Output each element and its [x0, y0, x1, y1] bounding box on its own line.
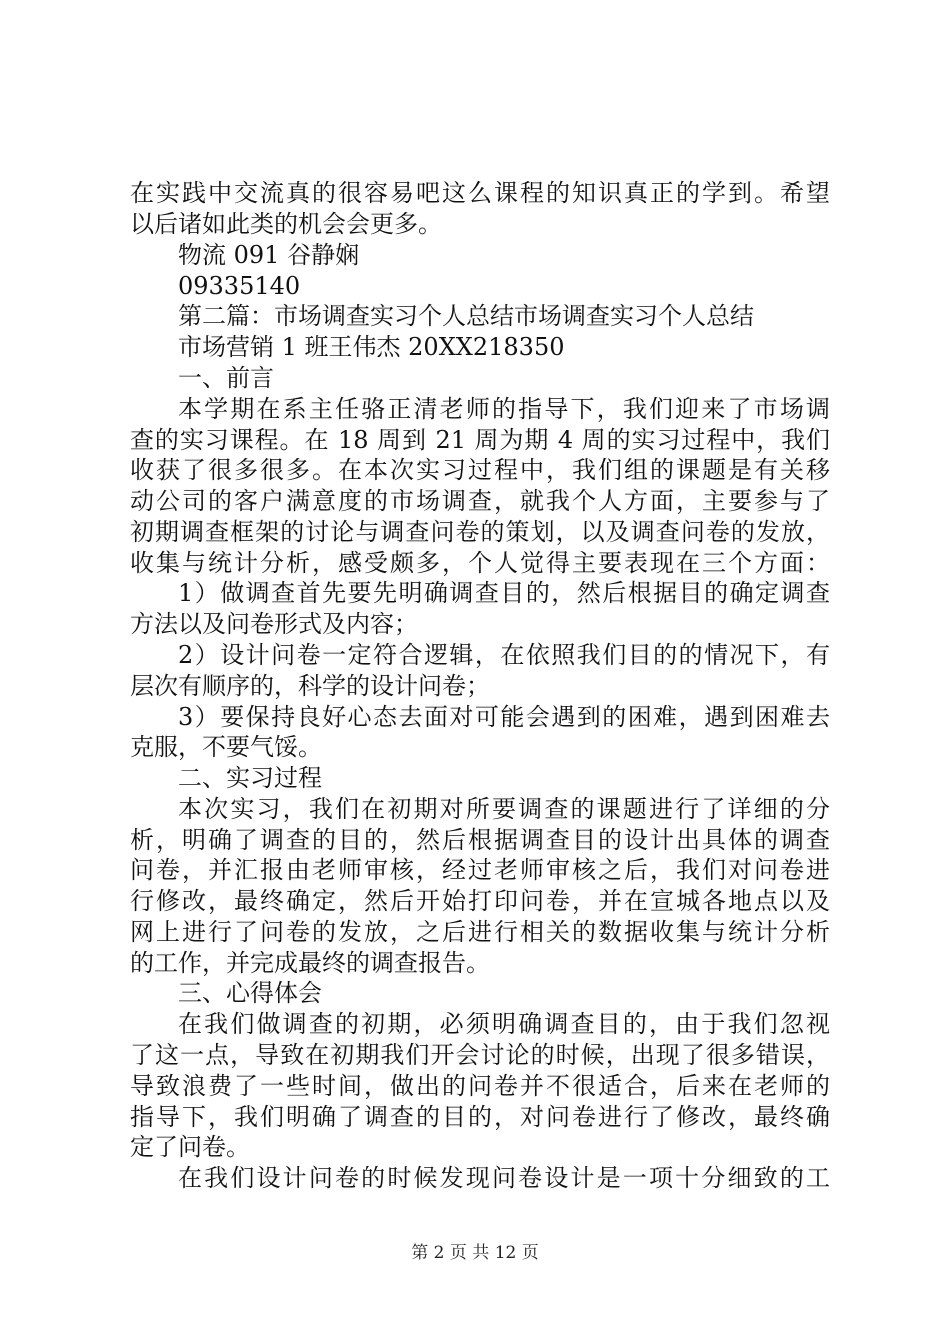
- body-line: 了这一点，导致在初期我们开会讨论的时候，出现了很多错误，: [130, 1041, 830, 1069]
- body-line: 指导下，我们明确了调查的目的，对问卷进行了修改，最终确: [130, 1103, 830, 1131]
- heading-experience: 三、心得体会: [178, 979, 322, 1007]
- body-line: 网上进行了问卷的发放，之后进行相关的数据收集与统计分析: [130, 918, 830, 946]
- section-title: 第二篇：市场调查实习个人总结市场调查实习个人总结: [178, 302, 754, 330]
- body-line: 方法以及问卷形式及内容；: [130, 610, 418, 638]
- body-line: 收集与统计分析，感受颇多，个人觉得主要表现在三个方面：: [130, 549, 830, 577]
- body-line: 在我们做调查的初期，必须明确调查目的，由于我们忽视: [178, 1010, 830, 1038]
- body-line: 动公司的客户满意度的市场调查，就我个人方面，主要参与了: [130, 487, 830, 515]
- body-line: 收获了很多很多。在本次实习过程中，我们组的课题是有关移: [130, 456, 830, 484]
- body-line: 在我们设计问卷的时候发现问卷设计是一项十分细致的工: [178, 1164, 830, 1192]
- body-line: 导致浪费了一些时间，做出的问卷并不很适合，后来在老师的: [130, 1072, 830, 1100]
- author-name: 物流 091 谷静娴: [178, 241, 360, 269]
- body-line: 查的实习课程。在 18 周到 21 周为期 4 周的实习过程中，我们: [130, 426, 830, 454]
- heading-preface: 一、前言: [178, 364, 274, 392]
- body-line: 析，明确了调查的目的，然后根据调查目的设计出具体的调查: [130, 826, 830, 854]
- body-line: 在实践中交流真的很容易吧这么课程的知识真正的学到。希望: [130, 179, 830, 207]
- list-item: 3）要保持良好心态去面对可能会遇到的困难，遇到困难去: [178, 703, 830, 731]
- page-number-footer: 第 2 页 共 12 页: [411, 1243, 539, 1263]
- list-item: 1）做调查首先要先明确调查目的，然后根据目的确定调查: [178, 579, 830, 607]
- heading-process: 二、实习过程: [178, 764, 322, 792]
- body-line: 克服，不要气馁。: [130, 733, 322, 761]
- body-line: 的工作，并完成最终的调查报告。: [130, 949, 490, 977]
- body-line: 定了问卷。: [130, 1133, 250, 1161]
- body-line: 本次实习，我们在初期对所要调查的课题进行了详细的分: [178, 795, 830, 823]
- body-line: 初期调查框架的讨论与调查问卷的策划，以及调查问卷的发放，: [130, 518, 830, 546]
- body-line: 本学期在系主任骆正清老师的指导下，我们迎来了市场调: [178, 395, 830, 423]
- body-line: 行修改，最终确定，然后开始打印问卷，并在宣城各地点以及: [130, 887, 830, 915]
- body-line: 层次有顺序的，科学的设计问卷；: [130, 672, 490, 700]
- list-item: 2）设计问卷一定符合逻辑，在依照我们目的的情况下，有: [178, 641, 830, 669]
- body-line: 问卷，并汇报由老师审核，经过老师审核之后，我们对问卷进: [130, 856, 830, 884]
- body-line: 以后诸如此类的机会会更多。: [130, 210, 442, 238]
- student-id: 09335140: [178, 272, 301, 300]
- author-line: 市场营销 1 班王伟杰 20XX218350: [178, 333, 565, 361]
